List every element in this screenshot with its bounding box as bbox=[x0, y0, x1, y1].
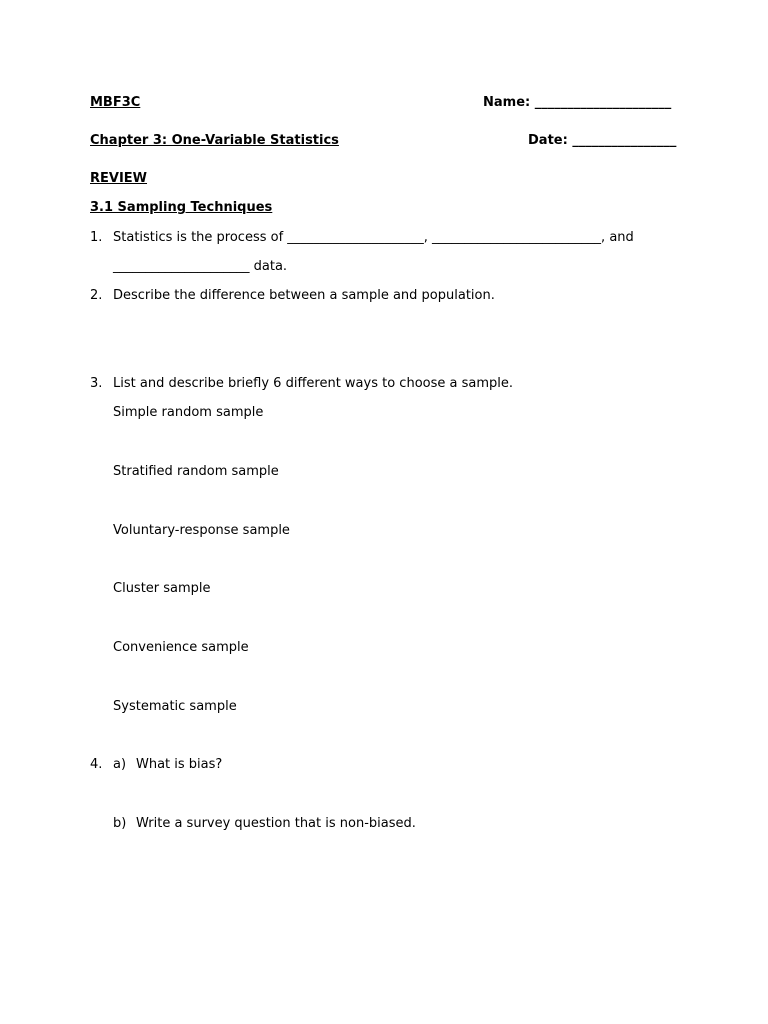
question-3-text: List and describe briefly 6 different ways to choose a sample. bbox=[113, 376, 513, 391]
review-heading: REVIEW bbox=[90, 171, 148, 186]
question-3-number: 3. bbox=[90, 376, 103, 391]
question-4a-label: a) bbox=[113, 757, 127, 772]
date-field-label: Date: ________________ bbox=[528, 133, 677, 148]
sample-method-item: Cluster sample bbox=[113, 581, 211, 596]
sample-method-item: Systematic sample bbox=[113, 699, 237, 714]
question-2-text: Describe the difference between a sample and population. bbox=[113, 288, 495, 303]
question-4-number: 4. bbox=[90, 757, 103, 772]
chapter-title: Chapter 3: One-Variable Statistics bbox=[90, 133, 339, 148]
question-1-number: 1. bbox=[90, 230, 103, 245]
course-code: MBF3C bbox=[90, 95, 141, 110]
name-field-label: Name: _____________________ bbox=[483, 95, 672, 110]
question-2-number: 2. bbox=[90, 288, 103, 303]
question-4b-text: Write a survey question that is non-biased. bbox=[136, 816, 416, 831]
question-1-line2: _____________________ data. bbox=[113, 259, 288, 274]
sample-method-item: Simple random sample bbox=[113, 405, 264, 420]
question-1-line1: Statistics is the process of _____________________, __________________________, and bbox=[113, 230, 634, 245]
sample-method-item: Stratified random sample bbox=[113, 464, 279, 479]
sample-method-item: Convenience sample bbox=[113, 640, 249, 655]
question-4b-label: b) bbox=[113, 816, 127, 831]
section-heading: 3.1 Sampling Techniques bbox=[90, 200, 273, 215]
sample-method-item: Voluntary-response sample bbox=[113, 523, 290, 538]
question-4a-text: What is bias? bbox=[136, 757, 223, 772]
